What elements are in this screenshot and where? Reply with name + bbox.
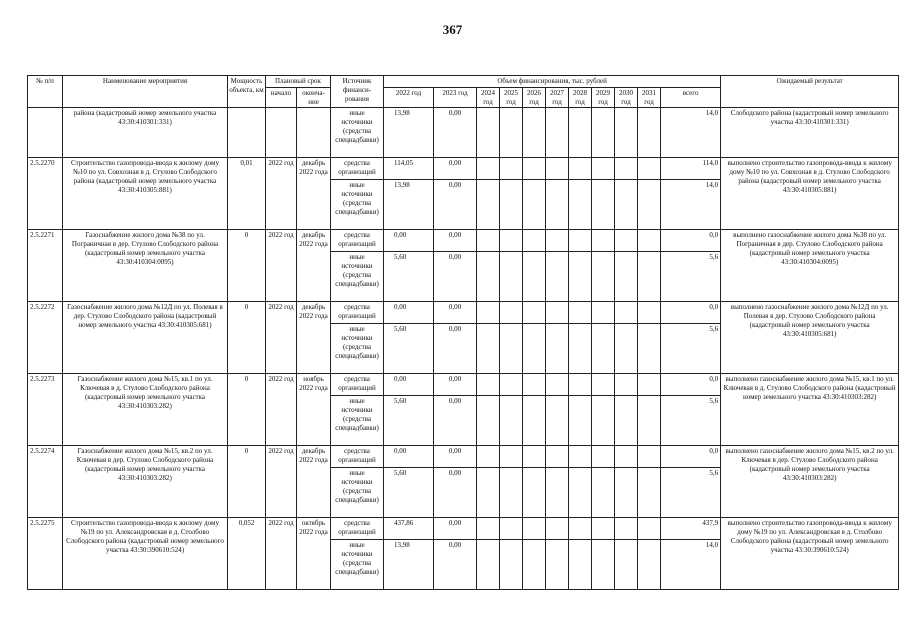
row-name: Газоснабжение жилого дома №15, кв.2 по ул. Ключевая в дер. Стулово Слободского района (кадастровый номер земельного участка 43:30:410303:282) [63,446,228,518]
row-source: иные источники (средства спецнадбавки) [331,324,384,374]
row-total: 0,0 [661,230,721,252]
row-2023: 0,00 [434,180,477,230]
row-name: Газоснабжение жилого дома №15, кв.1 по ул. Ключевая в д. Стулово Слободского района (кадастровый номер земельного участка 43:30:410303:282) [63,374,228,446]
row-num: 2.5.2274 [28,446,63,518]
row-total: 5,6 [661,396,721,446]
row-name: Строительство газопровода-ввода к жилому дому №19 по ул. Александровская в д. Столбово Слободского района (кадастровый номер земельного участка 43:30:390610:524) [63,518,228,590]
row-end: декабрь 2022 года [297,446,331,518]
row-2022: 437,86 [384,518,434,540]
header-2022: 2022 год [384,87,434,108]
row-2023: 0,00 [434,374,477,396]
header-2023: 2023 год [434,87,477,108]
header-period: Плановый срок [266,76,331,88]
table-row [28,518,899,540]
table-row [28,446,899,468]
row-num: 2.5.2275 [28,518,63,590]
row-2022: 0,00 [384,230,434,252]
row-total: 437,9 [661,518,721,540]
row-source: средства организаций [331,446,384,468]
row-2023: 0,00 [434,468,477,518]
row-total: 114,0 [661,158,721,180]
header-2025: 2025 год [500,87,523,108]
row-2023: 0,00 [434,252,477,302]
row-2023: 0,00 [434,302,477,324]
row-capacity: 0 [228,302,266,374]
header-source: Источник финанси-рования [331,76,384,108]
row-result: выполнено газоснабжение жилого дома №12Д по ул. Полевая в дер. Стулово Слободского района (кадастровый номер земельного участка 43:30:410305:681) [721,302,899,374]
row-result: выполнено газоснабжение жилого дома №15, кв.1 по ул. Ключевая в д. Стулово Слободского района (кадастровый номер земельного участка 43:30:410303:282) [721,374,899,446]
row-2023: 0,00 [434,158,477,180]
header-2031: 2031 год [638,87,661,108]
row-2022: 5,60 [384,252,434,302]
row-start: 2022 год [266,374,297,446]
row-start [266,108,297,158]
header-2028: 2028 год [569,87,592,108]
row-total: 0,0 [661,302,721,324]
header-funding: Объем финансирования, тыс. рублей [384,76,721,88]
row-2023: 0,00 [434,396,477,446]
row-2022: 0,00 [384,446,434,468]
row-source: иные источники (средства спецнадбавки) [331,396,384,446]
row-capacity: 0 [228,374,266,446]
row-result: Слободского района (кадастровый номер земельного участка 43:30:410301:331) [721,108,899,158]
row-end: октябрь 2022 года [297,518,331,590]
row-2023: 0,00 [434,324,477,374]
row-end: декабрь 2022 года [297,302,331,374]
row-total: 0,0 [661,446,721,468]
row-2022: 13,98 [384,180,434,230]
row-name: Газоснабжение жилого дома №38 по ул. Пограничная в дер. Стулово Слободского района (кадастровый номер земельного участка 43:30:410304:0095) [63,230,228,302]
table-row [28,230,899,252]
row-start: 2022 год [266,230,297,302]
table-row [28,374,899,396]
row-source: иные источники (средства спецнадбавки) [331,540,384,590]
row-source: средства организаций [331,302,384,324]
row-source: иные источники (средства спецнадбавки) [331,252,384,302]
page-number: 367 [442,22,463,37]
row-source: средства организаций [331,374,384,396]
row-2022: 0,00 [384,302,434,324]
row-source: иные источники (средства спецнадбавки) [331,468,384,518]
row-2023: 0,00 [434,108,477,158]
header-2029: 2029 год [592,87,615,108]
row-start: 2022 год [266,302,297,374]
row-num: 2.5.2272 [28,302,63,374]
row-num: 2.5.2273 [28,374,63,446]
header-end: оконча-ние [297,87,331,108]
row-source: средства организаций [331,518,384,540]
table-row [28,108,899,158]
row-total: 5,6 [661,468,721,518]
row-num [28,108,63,158]
header-2024: 2024 год [477,87,500,108]
row-2022: 0,00 [384,374,434,396]
table-row [28,302,899,324]
row-name: Газоснабжение жилого дома №12Д по ул. Полевая в дер. Стулово Слободского района (кадастровый номер земельного участка 43:30:410305:681) [63,302,228,374]
row-num: 2.5.2271 [28,230,63,302]
row-end [297,108,331,158]
table-row [28,158,899,180]
row-capacity: 0 [228,446,266,518]
header-2026: 2026 год [523,87,546,108]
row-source: средства организаций [331,230,384,252]
header-num: № п/п [28,76,63,108]
table-body [28,108,899,590]
row-capacity: 0 [228,230,266,302]
header-total: всего [661,87,721,108]
header-name: Наименование мероприятия [63,76,228,108]
row-source: иные источники (средства спецнадбавки) [331,180,384,230]
row-total: 14,0 [661,180,721,230]
row-total: 14,0 [661,540,721,590]
table-header [28,76,899,108]
header-capacity: Мощность объекта, км [228,76,266,108]
row-2022: 5,60 [384,468,434,518]
row-source: средства организаций [331,158,384,180]
row-name: Строительство газопровода-ввода к жилому дому №10 по ул. Совхозная в д. Стулово Слободского района (кадастровый номер земельного участка 43:30:410305:881) [63,158,228,230]
row-2022: 5,60 [384,396,434,446]
row-start: 2022 год [266,158,297,230]
row-2022: 13,98 [384,540,434,590]
row-result: выполнено строительство газопровода-ввода к жилому дому №10 по ул. Совхозная в д. Стулово Слободского района (кадастровый номер земельного участка 43:30:410305:881) [721,158,899,230]
row-total: 14,0 [661,108,721,158]
row-2023: 0,00 [434,540,477,590]
row-2022: 114,05 [384,158,434,180]
row-end: декабрь 2022 года [297,230,331,302]
row-2023: 0,00 [434,230,477,252]
row-capacity [228,108,266,158]
row-result: выполнено газоснабжение жилого дома №15, кв.2 по ул. Ключевая в дер. Стулово Слободского района (кадастровый номер земельного участка 43:30:410303:282) [721,446,899,518]
row-result: выполнено строительство газопровода-ввода к жилому дому №19 по ул. Александровская в д. Столбово Слободского района (кадастровый номер земельного участка 43:30:390610:524) [721,518,899,590]
header-2030: 2030 год [615,87,638,108]
row-total: 5,6 [661,252,721,302]
row-capacity: 0,01 [228,158,266,230]
row-total: 0,0 [661,374,721,396]
program-table [27,75,899,590]
row-source: иные источники (средства спецнадбавки) [331,108,384,158]
row-2023: 0,00 [434,446,477,468]
row-end: ноябрь 2022 года [297,374,331,446]
row-start: 2022 год [266,518,297,590]
row-2022: 5,60 [384,324,434,374]
header-start: начало [266,87,297,108]
row-start: 2022 год [266,446,297,518]
row-result: выполнено газоснабжение жилого дома №38 по ул. Пограничная в дер. Стулово Слободского района (кадастровый номер земельного участка 43:30:410304:0095) [721,230,899,302]
header-result: Ожидаемый результат [721,76,899,108]
row-2023: 0,00 [434,518,477,540]
row-end: декабрь 2022 года [297,158,331,230]
row-2022: 13,98 [384,108,434,158]
row-name: района (кадастровый номер земельного участка 43:30:410301:331) [63,108,228,158]
header-2027: 2027 год [546,87,569,108]
row-num: 2.5.2270 [28,158,63,230]
row-capacity: 0,052 [228,518,266,590]
row-total: 5,6 [661,324,721,374]
